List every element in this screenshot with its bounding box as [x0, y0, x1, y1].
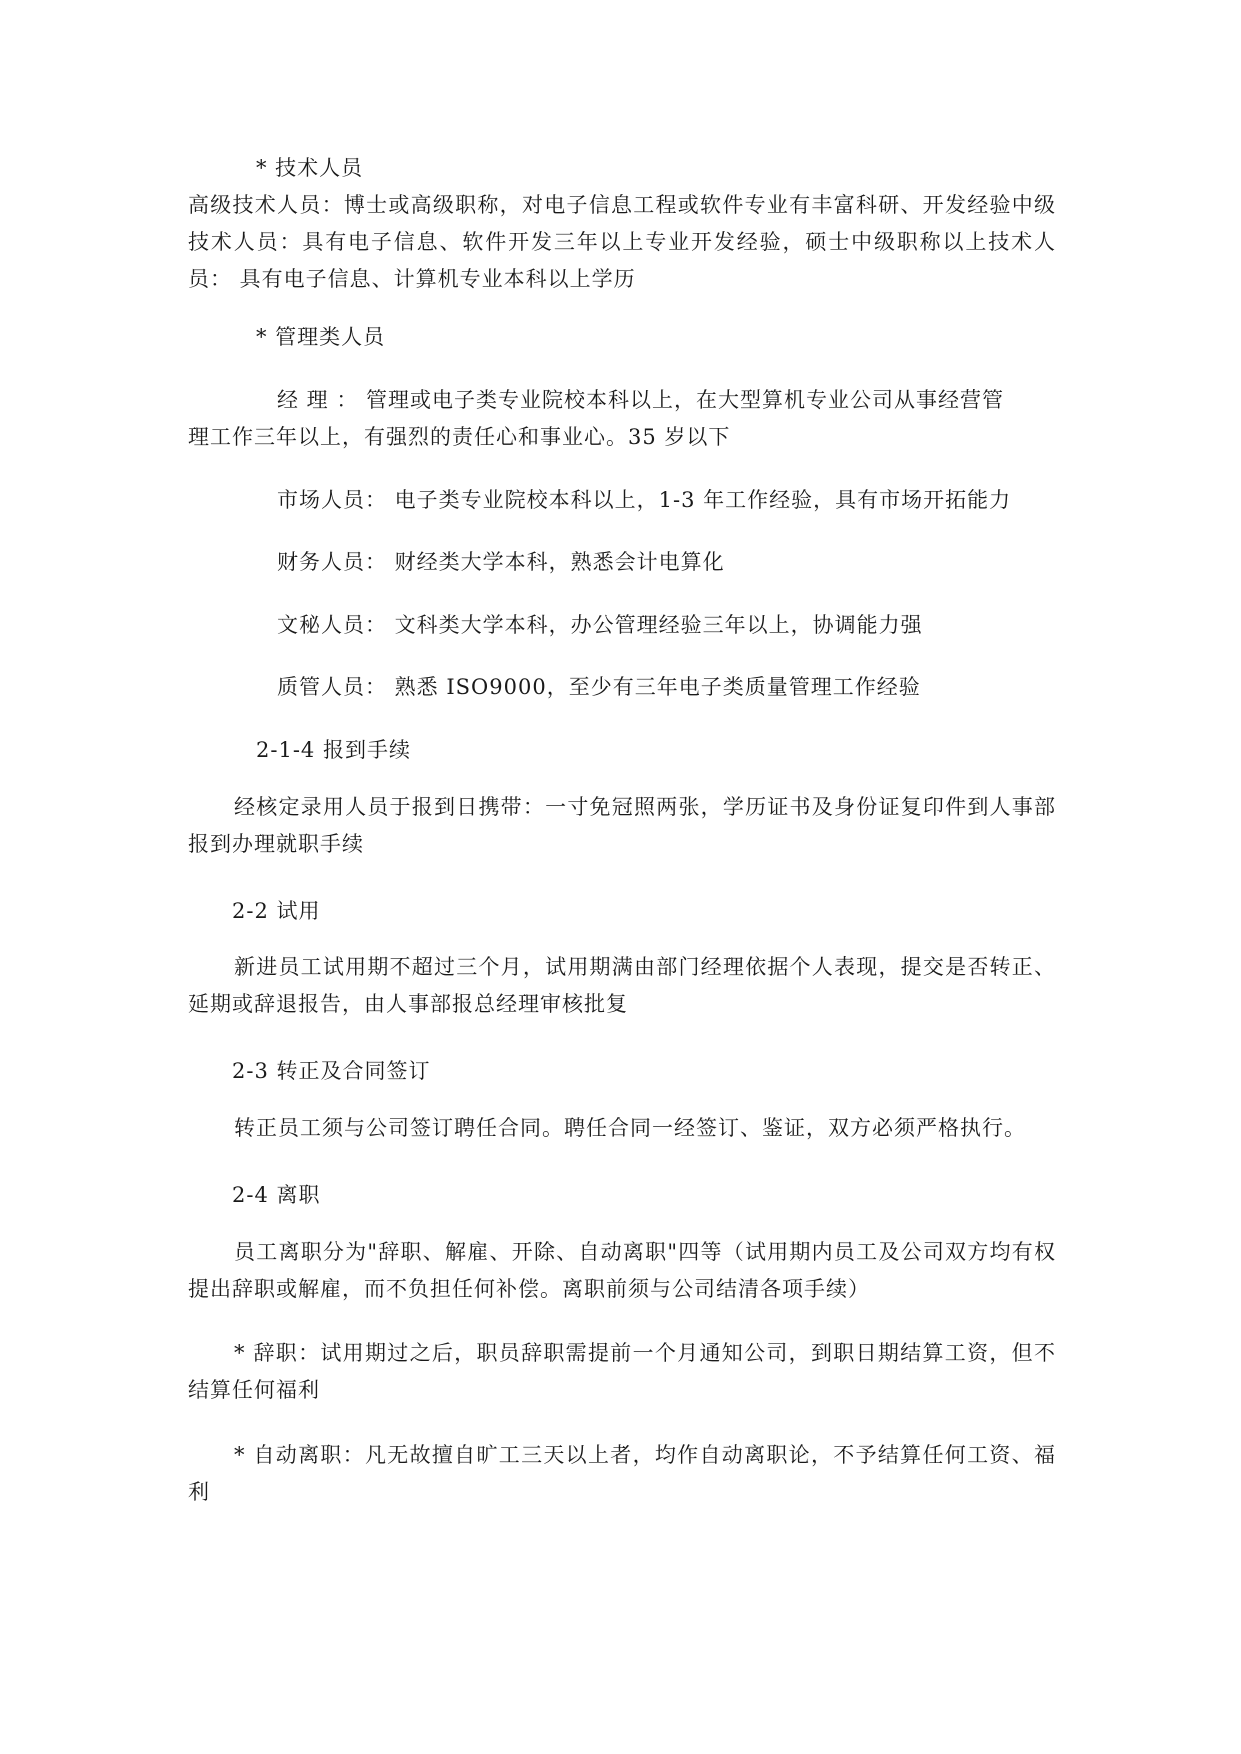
section-2-2-text: 新进员工试用期不超过三个月，试用期满由部门经理依据个人表现，提交是否转正、延期或辞退报告，由人事部报总经理审核批复 — [188, 955, 1056, 1016]
section-2-4-heading: 2-4 离职 — [232, 1183, 321, 1207]
market-staff-requirement: 市场人员： 电子类专业院校本科以上，1-3 年工作经验，具有市场开拓能力 — [277, 488, 1012, 512]
section-2-3-heading: 2-3 转正及合同签订 — [232, 1059, 431, 1083]
manager-requirement-line-2: 理工作三年以上，有强烈的责任心和事业心。35 岁以下 — [188, 425, 731, 449]
quality-staff-requirement: 质管人员： 熟悉 ISO9000，至少有三年电子类质量管理工作经验 — [277, 675, 921, 699]
section-2-1-4-heading: 2-1-4 报到手续 — [256, 738, 411, 762]
tech-staff-description: 高级技术人员：博士或高级职称，对电子信息工程或软件专业有丰富科研、开发经验中级技术人员：具有电子信息、软件开发三年以上专业开发经验，硕士中级职称以上技术人员： 具有电子信息、计算机专业本科以上学历 — [188, 193, 1056, 291]
resignation-rule: * 辞职：试用期过之后，职员辞职需提前一个月通知公司，到职日期结算工资，但不结算任何福利 — [188, 1341, 1056, 1402]
section-2-3-text: 转正员工须与公司签订聘任合同。聘任合同一经签订、鉴证，双方必须严格执行。 — [234, 1116, 1026, 1140]
management-staff-heading: * 管理类人员 — [256, 325, 386, 349]
section-2-1-4-text: 经核定录用人员于报到日携带：一寸免冠照两张，学历证书及身份证复印件到人事部报到办理就职手续 — [188, 795, 1056, 856]
section-2-2-heading: 2-2 试用 — [232, 899, 321, 923]
finance-staff-requirement: 财务人员： 财经类大学本科，熟悉会计电算化 — [277, 550, 725, 574]
manager-requirement-line-1: 经 理 ： 管理或电子类专业院校本科以上，在大型算机专业公司从事经营管 — [277, 388, 1005, 412]
automatic-departure-rule: * 自动离职：凡无故擅自旷工三天以上者，均作自动离职论，不予结算任何工资、福利 — [188, 1443, 1056, 1504]
secretary-staff-requirement: 文秘人员： 文科类大学本科，办公管理经验三年以上，协调能力强 — [277, 613, 923, 637]
section-2-4-text: 员工离职分为"辞职、解雇、开除、自动离职"四等（试用期内员工及公司双方均有权提出辞职或解雇，而不负担任何补偿。离职前须与公司结清各项手续） — [188, 1240, 1056, 1301]
tech-staff-heading: * 技术人员 — [256, 156, 364, 180]
